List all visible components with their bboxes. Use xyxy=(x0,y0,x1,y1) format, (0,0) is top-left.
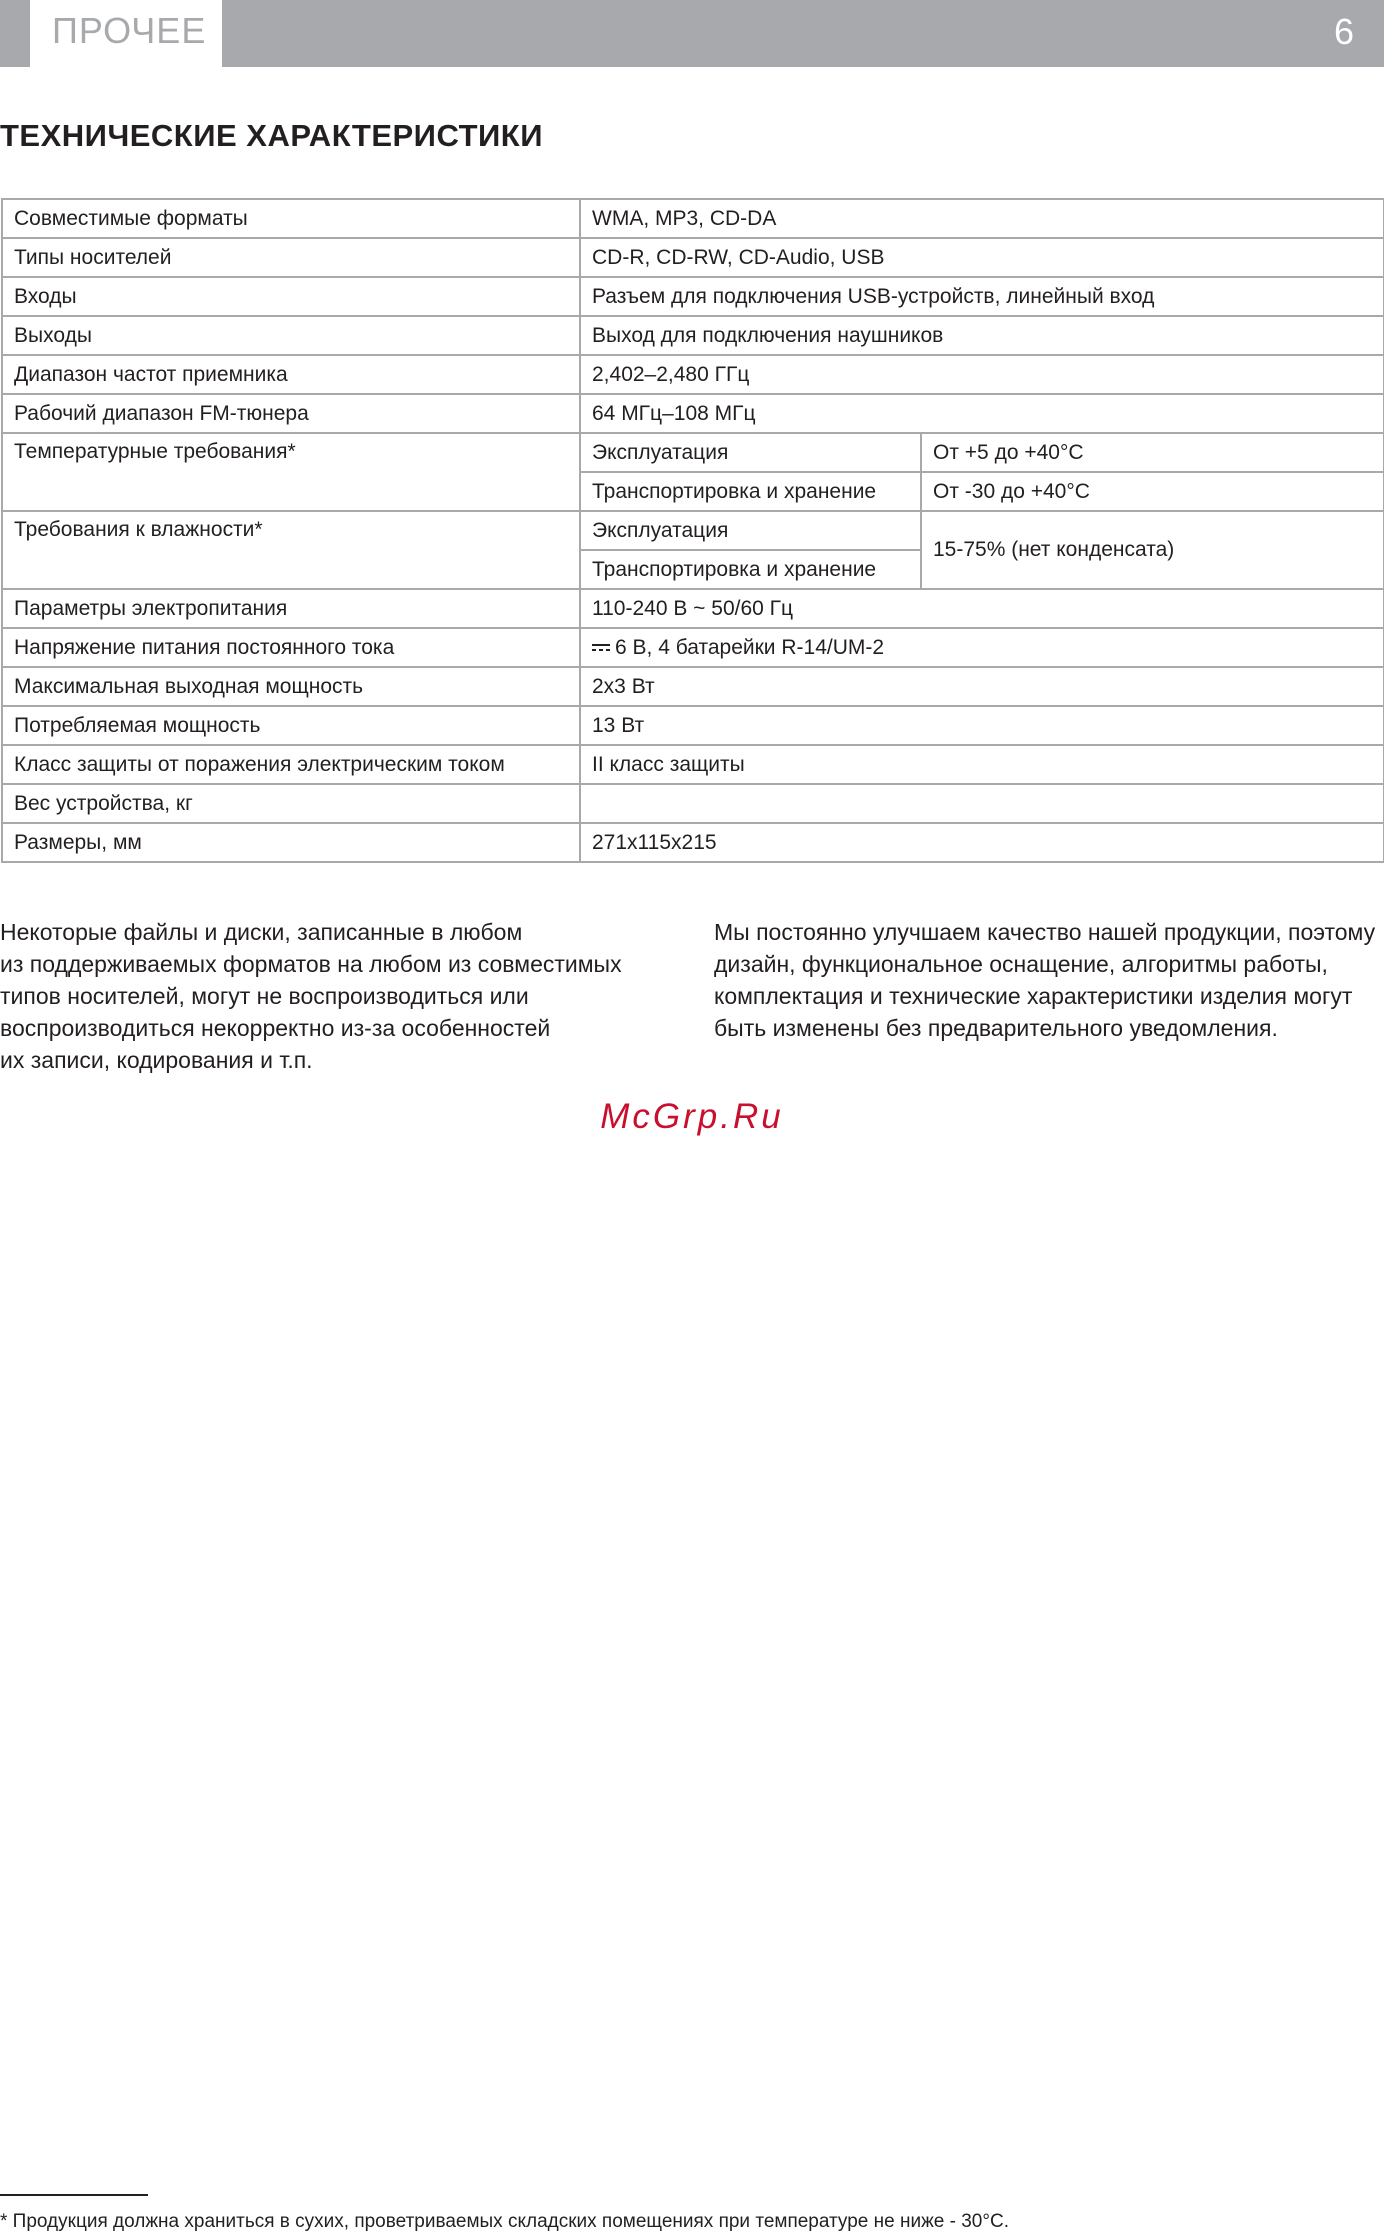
spec-label: Напряжение питания постоянного тока xyxy=(2,628,580,667)
footnote: * Продукция должна храниться в сухих, проветриваемых складских помещениях при температуре не ниже - 30°С. xyxy=(0,2211,1009,2232)
spec-sublabel: Эксплуатация xyxy=(580,511,921,550)
table-row xyxy=(2,355,1384,394)
table-row xyxy=(2,511,1384,550)
spec-label: Типы носителей xyxy=(2,238,580,277)
spec-sublabel: Транспортировка и хранение xyxy=(580,472,921,511)
header-bar xyxy=(0,0,1384,67)
spec-value: 2,402–2,480 ГГц xyxy=(580,355,1384,394)
section-tab-label: ПРОЧЕЕ xyxy=(52,10,207,51)
section-tab xyxy=(30,0,222,67)
spec-value: 110-240 В ~ 50/60 Гц xyxy=(580,589,1384,628)
specs-table xyxy=(1,198,1384,863)
table-row xyxy=(2,667,1384,706)
spec-label: Температурные требования* xyxy=(2,433,580,511)
spec-value: От -30 до +40°С xyxy=(921,472,1384,511)
spec-value: 271x115x215 xyxy=(580,823,1384,862)
table-row xyxy=(2,433,1384,472)
table-row xyxy=(2,238,1384,277)
spec-label: Максимальная выходная мощность xyxy=(2,667,580,706)
table-row xyxy=(2,589,1384,628)
spec-label: Совместимые форматы xyxy=(2,199,580,238)
spec-label: Размеры, мм xyxy=(2,823,580,862)
spec-sublabel: Эксплуатация xyxy=(580,433,921,472)
spec-value-cell xyxy=(580,628,1384,667)
note-improvements: Мы постоянно улучшаем качество нашей продукции, поэтому дизайн, функциональное оснащение, алгоритмы работы, комплектация и технические характеристики изделия могут быть изменены без предварительного уведомления. xyxy=(714,919,1376,1041)
spec-label: Класс защиты от поражения электрическим током xyxy=(2,745,580,784)
table-row xyxy=(2,316,1384,355)
dc-current-icon xyxy=(592,643,610,653)
table-row xyxy=(2,823,1384,862)
note-compatibility: Некоторые файлы и диски, записанные в любом из поддерживаемых форматов на любом из совместимых типов носителей, могут не воспроизводиться или воспроизводиться некорректно из-за особенностей их записи, кодирования и т.п. xyxy=(0,919,622,1073)
spec-value: 6 В, 4 батарейки R-14/UM-2 xyxy=(615,635,885,659)
spec-sublabel: Транспортировка и хранение xyxy=(580,550,921,589)
page-title: ТЕХНИЧЕСКИЕ ХАРАКТЕРИСТИКИ xyxy=(0,118,543,153)
watermark: McGrp.Ru xyxy=(600,1097,784,1136)
spec-value: 15-75% (нет конденсата) xyxy=(921,511,1384,589)
spec-value: WMA, MP3, CD-DA xyxy=(580,199,1384,238)
page-number: 6 xyxy=(1333,11,1354,52)
spec-label: Потребляемая мощность xyxy=(2,706,580,745)
spec-value xyxy=(580,784,1384,823)
spec-value: 64 МГц–108 МГц xyxy=(580,394,1384,433)
table-row xyxy=(2,628,1384,667)
table-row xyxy=(2,277,1384,316)
spec-label: Параметры электропитания xyxy=(2,589,580,628)
table-row xyxy=(2,706,1384,745)
spec-value: CD-R, CD-RW, CD-Audio, USB xyxy=(580,238,1384,277)
spec-value: От +5 до +40°С xyxy=(921,433,1384,472)
table-row xyxy=(2,394,1384,433)
spec-value: Выход для подключения наушников xyxy=(580,316,1384,355)
spec-value: 13 Вт xyxy=(580,706,1384,745)
table-row xyxy=(2,199,1384,238)
spec-value: 2x3 Вт xyxy=(580,667,1384,706)
spec-label: Рабочий диапазон FM-тюнера xyxy=(2,394,580,433)
footnote-divider xyxy=(0,2194,148,2196)
table-row xyxy=(2,784,1384,823)
spec-value: Разъем для подключения USB-устройств, линейный вход xyxy=(580,277,1384,316)
spec-label: Входы xyxy=(2,277,580,316)
spec-label: Выходы xyxy=(2,316,580,355)
spec-label: Диапазон частот приемника xyxy=(2,355,580,394)
spec-value: II класс защиты xyxy=(580,745,1384,784)
spec-label: Вес устройства, кг xyxy=(2,784,580,823)
table-row xyxy=(2,745,1384,784)
spec-label: Требования к влажности* xyxy=(2,511,580,589)
